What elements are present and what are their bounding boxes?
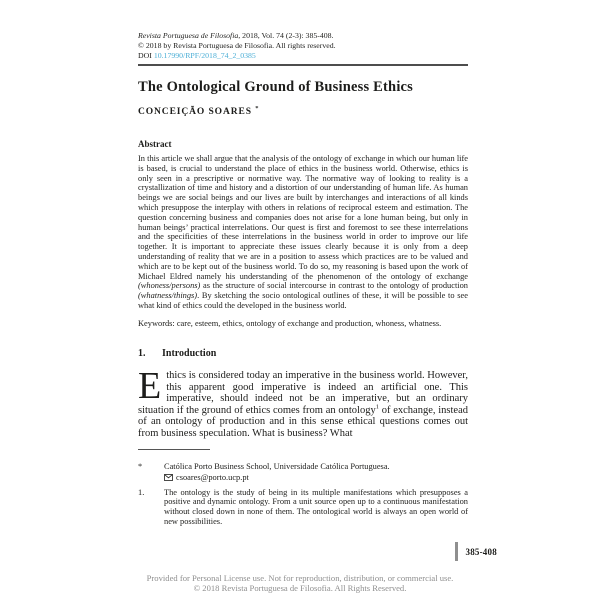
doi-link[interactable]: 10.17990/RPF/2018_74_2_0385 (153, 51, 256, 60)
journal-issue-info: , 2018, Vol. 74 (2-3): 385-408. (238, 31, 334, 40)
footnote-1 (138, 488, 468, 527)
footnote-1-text: The ontology is the study of being in its multiple manifestations which presupposes a positive and dynamic ontology. From a unit source open up to a continuous manifestation without closed down in none of them. The ontological world is always an open world of new possibilities. (164, 487, 468, 526)
section-number: 1. (138, 348, 146, 359)
abstract-italic-whatness: (whatness/things) (138, 291, 198, 301)
journal-copyright-line: © 2018 by Revista Portuguesa de Filosofia. All rights reserved. (138, 41, 336, 50)
email-line (164, 473, 468, 483)
article-title: The Ontological Ground of Business Ethics (138, 79, 414, 95)
footnote-divider (138, 449, 210, 450)
footnote-1-marker: 1. (138, 487, 145, 497)
envelope-icon (164, 474, 173, 481)
journal-header (138, 31, 468, 61)
footnote-reference-1[interactable]: 1 (375, 403, 379, 411)
dropcap-letter: E (138, 365, 162, 407)
footnote-affiliation-body (164, 462, 468, 483)
section-title: Introduction (162, 348, 217, 359)
abstract-text-3: . By sketching the socio ontological outlines of these, it will be possible to see what kind of ethics could the developed in the business world. (138, 291, 468, 310)
page-range: 385-408 (465, 546, 497, 557)
introduction-section (138, 348, 468, 440)
affiliation-text: Católica Porto Business School, Universidade Católica Portuguesa. (164, 462, 390, 471)
journal-citation-line (138, 31, 468, 41)
page-number-bar (455, 542, 458, 561)
doi-label: DOI (138, 51, 152, 60)
header-rule (138, 64, 468, 66)
abstract-heading: Abstract (138, 139, 172, 149)
page-number-block (455, 542, 497, 561)
introduction-paragraph (138, 365, 468, 440)
abstract-italic-whoness: (whoness/persons) (138, 281, 201, 291)
intro-text-2: of exchange, instead of an ontology of production and in this sense ethical questions comes out from business speculation. What is business? What (138, 404, 468, 439)
intro-text-1: thics is considered today an imperative in the business world. However, this apparent good imperative is indeed an artificial one. This imperative, should indeed not be an imperative, but an ordinary situation if the ground of ethics comes from an ontology (138, 370, 468, 416)
doi-line (138, 51, 468, 61)
author-name (138, 105, 468, 117)
email-link[interactable]: csoares@porto.ucp.pt (176, 472, 249, 482)
abstract-text-1: In this article we shall argue that the analysis of the ontology of exchange in which our human life is based, is crucial to understand the place of ethics in the business world. Otherwise, ethics is only seen in a prescriptive or normative way. The normative way of looking to reality is a crystallization of time and history and a distortion of our understanding of human life. As human beings we are social beings and our lives are built by interchanges and interactions of all kinds which presuppose the interplay with others in relations of reciprocal esteem and estimation. The question concerning business and companies does not arise for a lone human being, but only in human beings’ practical interrelations. Our quest is first and foremost to see these interrelations and the specificities of these interrelations in the business world in order to improve our life together. It is important to appreciate these issues clearly because it is only from a deep understanding of reality that we are in a position to assess which practices are to be valued and which are to be kept out of the business world. To do so, my reasoning is based upon the work of Michael Eldred namely his understanding of the phenomenon of the ontology of exchange (138, 154, 468, 281)
footnote-affiliation-marker: * (138, 462, 143, 471)
author-text: CONCEIÇÃO SOARES (138, 107, 252, 118)
footnotes-section (138, 449, 468, 532)
journal-name: Revista Portuguesa de Filosofia (138, 31, 239, 40)
license-line: Provided for Personal License use. Not for reproduction, distribution, or commercial use. (146, 573, 454, 583)
abstract-paragraph (138, 154, 468, 311)
abstract-section (138, 139, 468, 329)
author-affiliation-mark: * (255, 105, 260, 112)
footer-copyright-line: © 2018 Revista Portuguesa de Filosofia. All Rights Reserved. (193, 583, 407, 593)
keywords-line: Keywords: care, esteem, ethics, ontology of exchange and production, whoness, whatness. (138, 318, 442, 328)
section-heading (138, 348, 468, 359)
footnote-affiliation (138, 462, 468, 483)
license-footer (0, 573, 600, 593)
abstract-text-2: as the structure of social intercourse in contrast to the ontology of production (200, 281, 468, 291)
